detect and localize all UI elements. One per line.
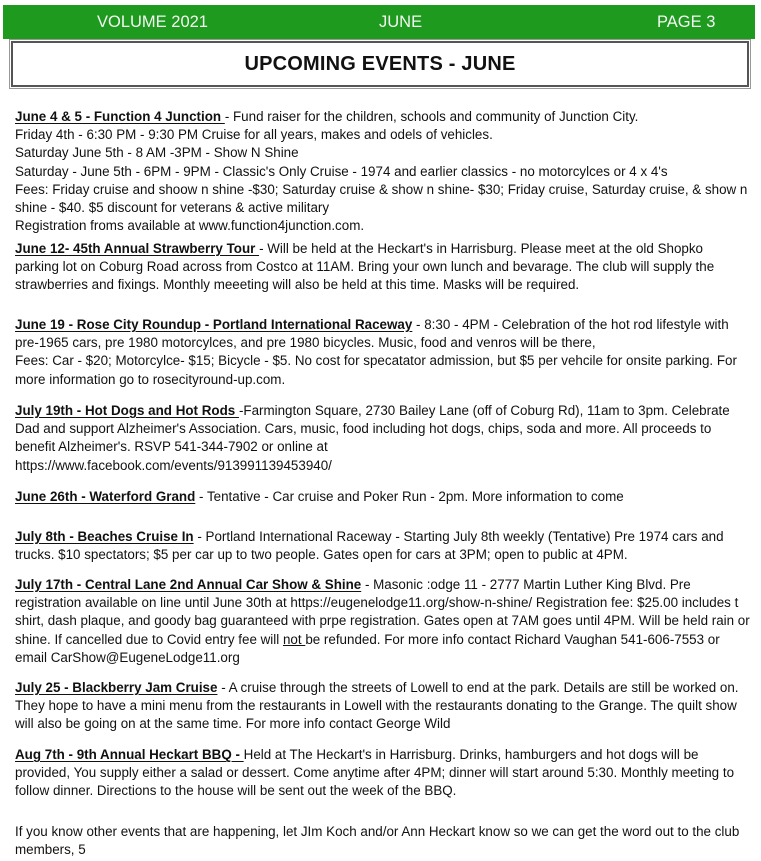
page-number: PAGE 3 — [657, 13, 716, 31]
event-line: Friday 4th - 6:30 PM - 9:30 PM Cruise for all years, makes and odels of vehicles. — [15, 127, 493, 143]
event-text: Held at The Heckart's in Harrisburg. Drinks, hamburgers and hot dogs will be provided, You supply either a salad or dessert. Come anytime after 4PM; dinner will start around 5:30. Monthly meeting to follow dinner. Directions to the house will be sent out the week of the BBQ. — [15, 747, 735, 799]
event-title: July 19th - Hot Dogs and Hot Rods — [15, 403, 239, 418]
event-line — [15, 746, 750, 801]
event-title: June 26th - Waterford Grand — [15, 489, 196, 504]
page-title: UPCOMING EVENTS - JUNE — [244, 53, 516, 75]
page-title-box — [11, 41, 749, 87]
event-line — [15, 240, 750, 295]
closing-text: If you know other events that are happening, let JIm Koch and/or Ann Heckart know so we can get the word out to the club members, 5 — [15, 824, 740, 858]
event-line — [15, 316, 750, 352]
event-hot-dogs-hot-rods — [15, 402, 750, 475]
month-label: JUNE — [379, 13, 423, 31]
event-title: July 17th - Central Lane 2nd Annual Car Show & Shine — [15, 577, 362, 592]
event-text: - Masonic :odge 11 - 2777 Martin Luther King Blvd. Pre registration available on line until June 30th at https://eugenelodge11.org/show-n-shine/ Registration fee: $25.00 includes t shirt, dash plaque, and goody bag guaranteed with prpe registration. Gates open at 7AM goes until 4PM. Will be held rain or shine. If cancelled due to Covid entry fee will — [15, 577, 750, 647]
event-line — [15, 488, 624, 506]
event-central-lane-car-show — [15, 576, 750, 667]
event-line — [15, 402, 750, 457]
event-text: - A cruise through the streets of Lowell to end at the park. Details are still be worked on. They hope to have a mini menu from the restaurants in Lowell with the restaurants donating to the Grange. The quilt show will also be going on at the same time. For more info contact George Wild — [15, 680, 739, 732]
event-line — [15, 457, 750, 475]
event-blackberry-jam-cruise — [15, 679, 750, 734]
event-rose-city-roundup — [15, 316, 750, 389]
event-text: be refunded. For more info contact Richard Vaughan 541-606-7553 or email CarShow@EugeneLodge11.org — [15, 631, 720, 665]
event-text: - Will be held at the Heckart's in Harrisburg. Please meet at the old Shopko parking lot on Coburg Road across from Costco at 11AM. Bring your own lunch and bevarage. The club will supply the strawberries and fixings. Monthly meeeting will also be held at this time. Masks will be required. — [15, 241, 715, 293]
event-line: Fees: Friday cruise and shoow n shine -$30; Saturday cruise & show n shine- $30; Friday cruise, Saturday cruise, & show n shine - $40. $5 discount for veterans & active military — [15, 181, 748, 216]
event-text: - Portland International Raceway - Starting July 8th weekly (Tentative) Pre 1974 cars and trucks. $10 spectators; $5 per car up to two people. Gates open for cars at 3PM; open to public at 4PM. — [15, 529, 724, 563]
event-line: Registration froms available at www.function4junction.com. — [15, 218, 365, 234]
event-line — [15, 679, 750, 734]
event-line: Fees: Car - $20; Motorcylce- $15; Bicycle - $5. No cost for specatator admission, but $5 per vehcile for onsite parking. For more information go to rosecityround-up.com. — [15, 353, 737, 387]
event-line — [15, 528, 750, 564]
event-title: July 25 - Blackberry Jam Cruise — [15, 680, 218, 695]
event-beaches-cruise-in — [15, 528, 750, 564]
event-line: Saturday - June 5th - 6PM - 9PM - Classic's Only Cruise - 1974 and earlier classics - no motorcylces or 4 x 4's — [15, 163, 668, 179]
event-text: - 8:30 - 4PM - Celebration of the hot rod lifestyle with pre-1965 cars, pre 1980 motorcylces, and pre 1980 bicycles. Music, food and venros will be there, — [15, 317, 729, 351]
facebook-event-link[interactable]: https://www.facebook.com/events/913991139453940/ — [15, 457, 332, 473]
event-title: June 12- 45th Annual Strawberry Tour — [15, 241, 260, 256]
closing-note — [15, 823, 750, 859]
newsletter-header-bar — [3, 5, 755, 39]
event-line — [15, 576, 750, 667]
event-heckart-bbq — [15, 746, 750, 801]
volume-label: VOLUME 2021 — [97, 13, 208, 31]
event-line: Saturday June 5th - 8 AM -3PM - Show N Shine — [15, 145, 299, 161]
emphasis-not: not — [282, 631, 306, 647]
event-title: Aug 7th - 9th Annual Heckart BBQ - — [15, 747, 244, 762]
event-title: July 8th - Beaches Cruise In — [15, 529, 194, 544]
event-text: - Tentative - Car cruise and Poker Run - 2pm. More information to come — [195, 489, 624, 504]
event-title: June 4 & 5 - Function 4 Junction — [15, 109, 225, 124]
event-function-4-junction — [15, 108, 750, 235]
event-line — [15, 108, 750, 126]
event-waterford-grand — [15, 488, 624, 506]
event-title: June 19 - Rose City Roundup - Portland International Raceway — [15, 317, 413, 332]
event-text: -Farmington Square, 2730 Bailey Lane (off of Coburg Rd), 11am to 3pm. Celebrate Dad and support Alzheimer's Association. Cars, music, food including hot dogs, chips, soda and more. All proceeds to benefit Alzheimer's. RSVP 541-344-7902 or online at — [15, 403, 730, 455]
event-strawberry-tour — [15, 240, 750, 295]
event-text: - Fund raiser for the children, schools and community of Junction City. — [224, 109, 639, 124]
